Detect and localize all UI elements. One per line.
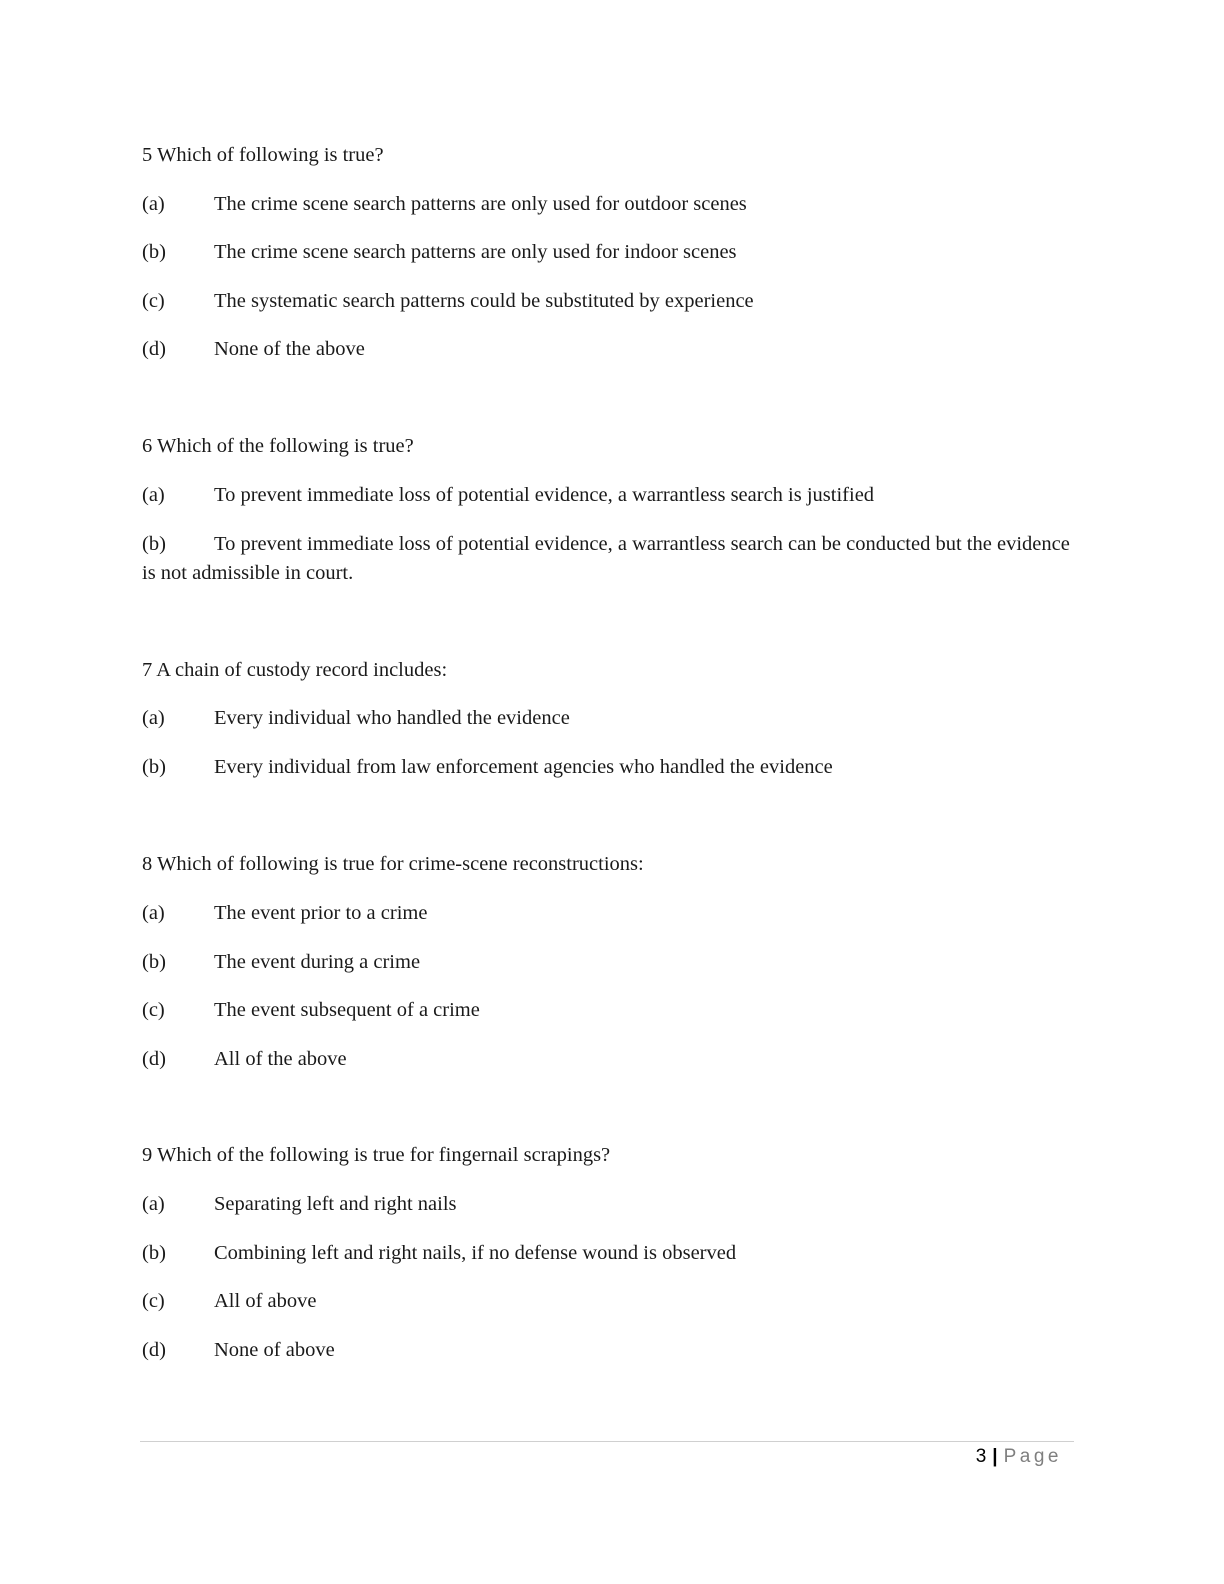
option-letter: (c) <box>142 1290 165 1312</box>
question-5-option-d <box>142 335 365 363</box>
question-8-stem: 8 Which of following is true for crime-scene reconstructions: <box>142 853 644 875</box>
option-letter: (b) <box>142 756 166 778</box>
option-text: Every individual who handled the evidence <box>214 707 570 729</box>
option-text: The event subsequent of a crime <box>214 999 480 1021</box>
option-text: Separating left and right nails <box>214 1193 457 1215</box>
option-letter: (c) <box>142 999 165 1021</box>
question-9-stem: 9 Which of the following is true for fingernail scrapings? <box>142 1144 611 1166</box>
footer-divider <box>140 1441 1074 1442</box>
option-text: The event during a crime <box>214 951 421 973</box>
option-text: The crime scene search patterns are only used for outdoor scenes <box>214 193 747 215</box>
option-letter: (b) <box>142 533 166 555</box>
question-7-option-a <box>142 704 570 732</box>
question-6-stem: 6 Which of the following is true? <box>142 435 414 457</box>
option-text: The crime scene search patterns are only used for indoor scenes <box>214 241 737 263</box>
page-label: Page <box>1003 1446 1062 1467</box>
question-9-option-b <box>142 1239 736 1267</box>
option-text: None of the above <box>214 338 365 360</box>
footer-separator: | <box>992 1446 998 1467</box>
question-9-option-c <box>142 1287 316 1315</box>
question-8-option-b <box>142 948 420 976</box>
question-8-option-d <box>142 1045 347 1073</box>
option-text: To prevent immediate loss of potential evidence, a warrantless search is justified <box>214 484 875 506</box>
question-5-option-a <box>142 190 747 218</box>
question-8-option-c <box>142 996 480 1024</box>
question-7-option-b <box>142 753 833 781</box>
option-text: Combining left and right nails, if no defense wound is observed <box>214 1242 737 1264</box>
option-text: The event prior to a crime <box>214 902 428 924</box>
option-letter: (d) <box>142 338 166 360</box>
option-letter: (b) <box>142 1242 166 1264</box>
page-number: 3 <box>975 1446 987 1467</box>
question-5-option-c <box>142 287 754 315</box>
question-5-stem: 5 Which of following is true? <box>142 144 384 166</box>
option-text: All of above <box>214 1290 317 1312</box>
question-6-option-b <box>142 530 1082 588</box>
question-6-option-a <box>142 481 874 509</box>
option-letter: (a) <box>142 707 165 729</box>
question-7-stem: 7 A chain of custody record includes: <box>142 659 448 681</box>
question-9-option-d <box>142 1336 335 1364</box>
question-9-option-a <box>142 1190 457 1218</box>
option-letter: (a) <box>142 193 165 215</box>
question-5-option-b <box>142 238 737 266</box>
option-letter: (a) <box>142 1193 165 1215</box>
question-8-option-a <box>142 899 427 927</box>
option-letter: (b) <box>142 241 166 263</box>
page-footer <box>976 1446 1062 1468</box>
option-text: None of above <box>214 1339 335 1361</box>
option-letter: (c) <box>142 290 165 312</box>
option-text: All of the above <box>214 1048 347 1070</box>
option-letter: (a) <box>142 484 165 506</box>
option-text: The systematic search patterns could be substituted by experience <box>214 290 754 312</box>
option-letter: (d) <box>142 1048 166 1070</box>
option-text: To prevent immediate loss of potential evidence, a warrantless search can be conducted but the evidence is not admissible in court. <box>142 533 1070 584</box>
option-letter: (d) <box>142 1339 166 1361</box>
option-text: Every individual from law enforcement agencies who handled the evidence <box>214 756 833 778</box>
option-letter: (a) <box>142 902 165 924</box>
option-letter: (b) <box>142 951 166 973</box>
